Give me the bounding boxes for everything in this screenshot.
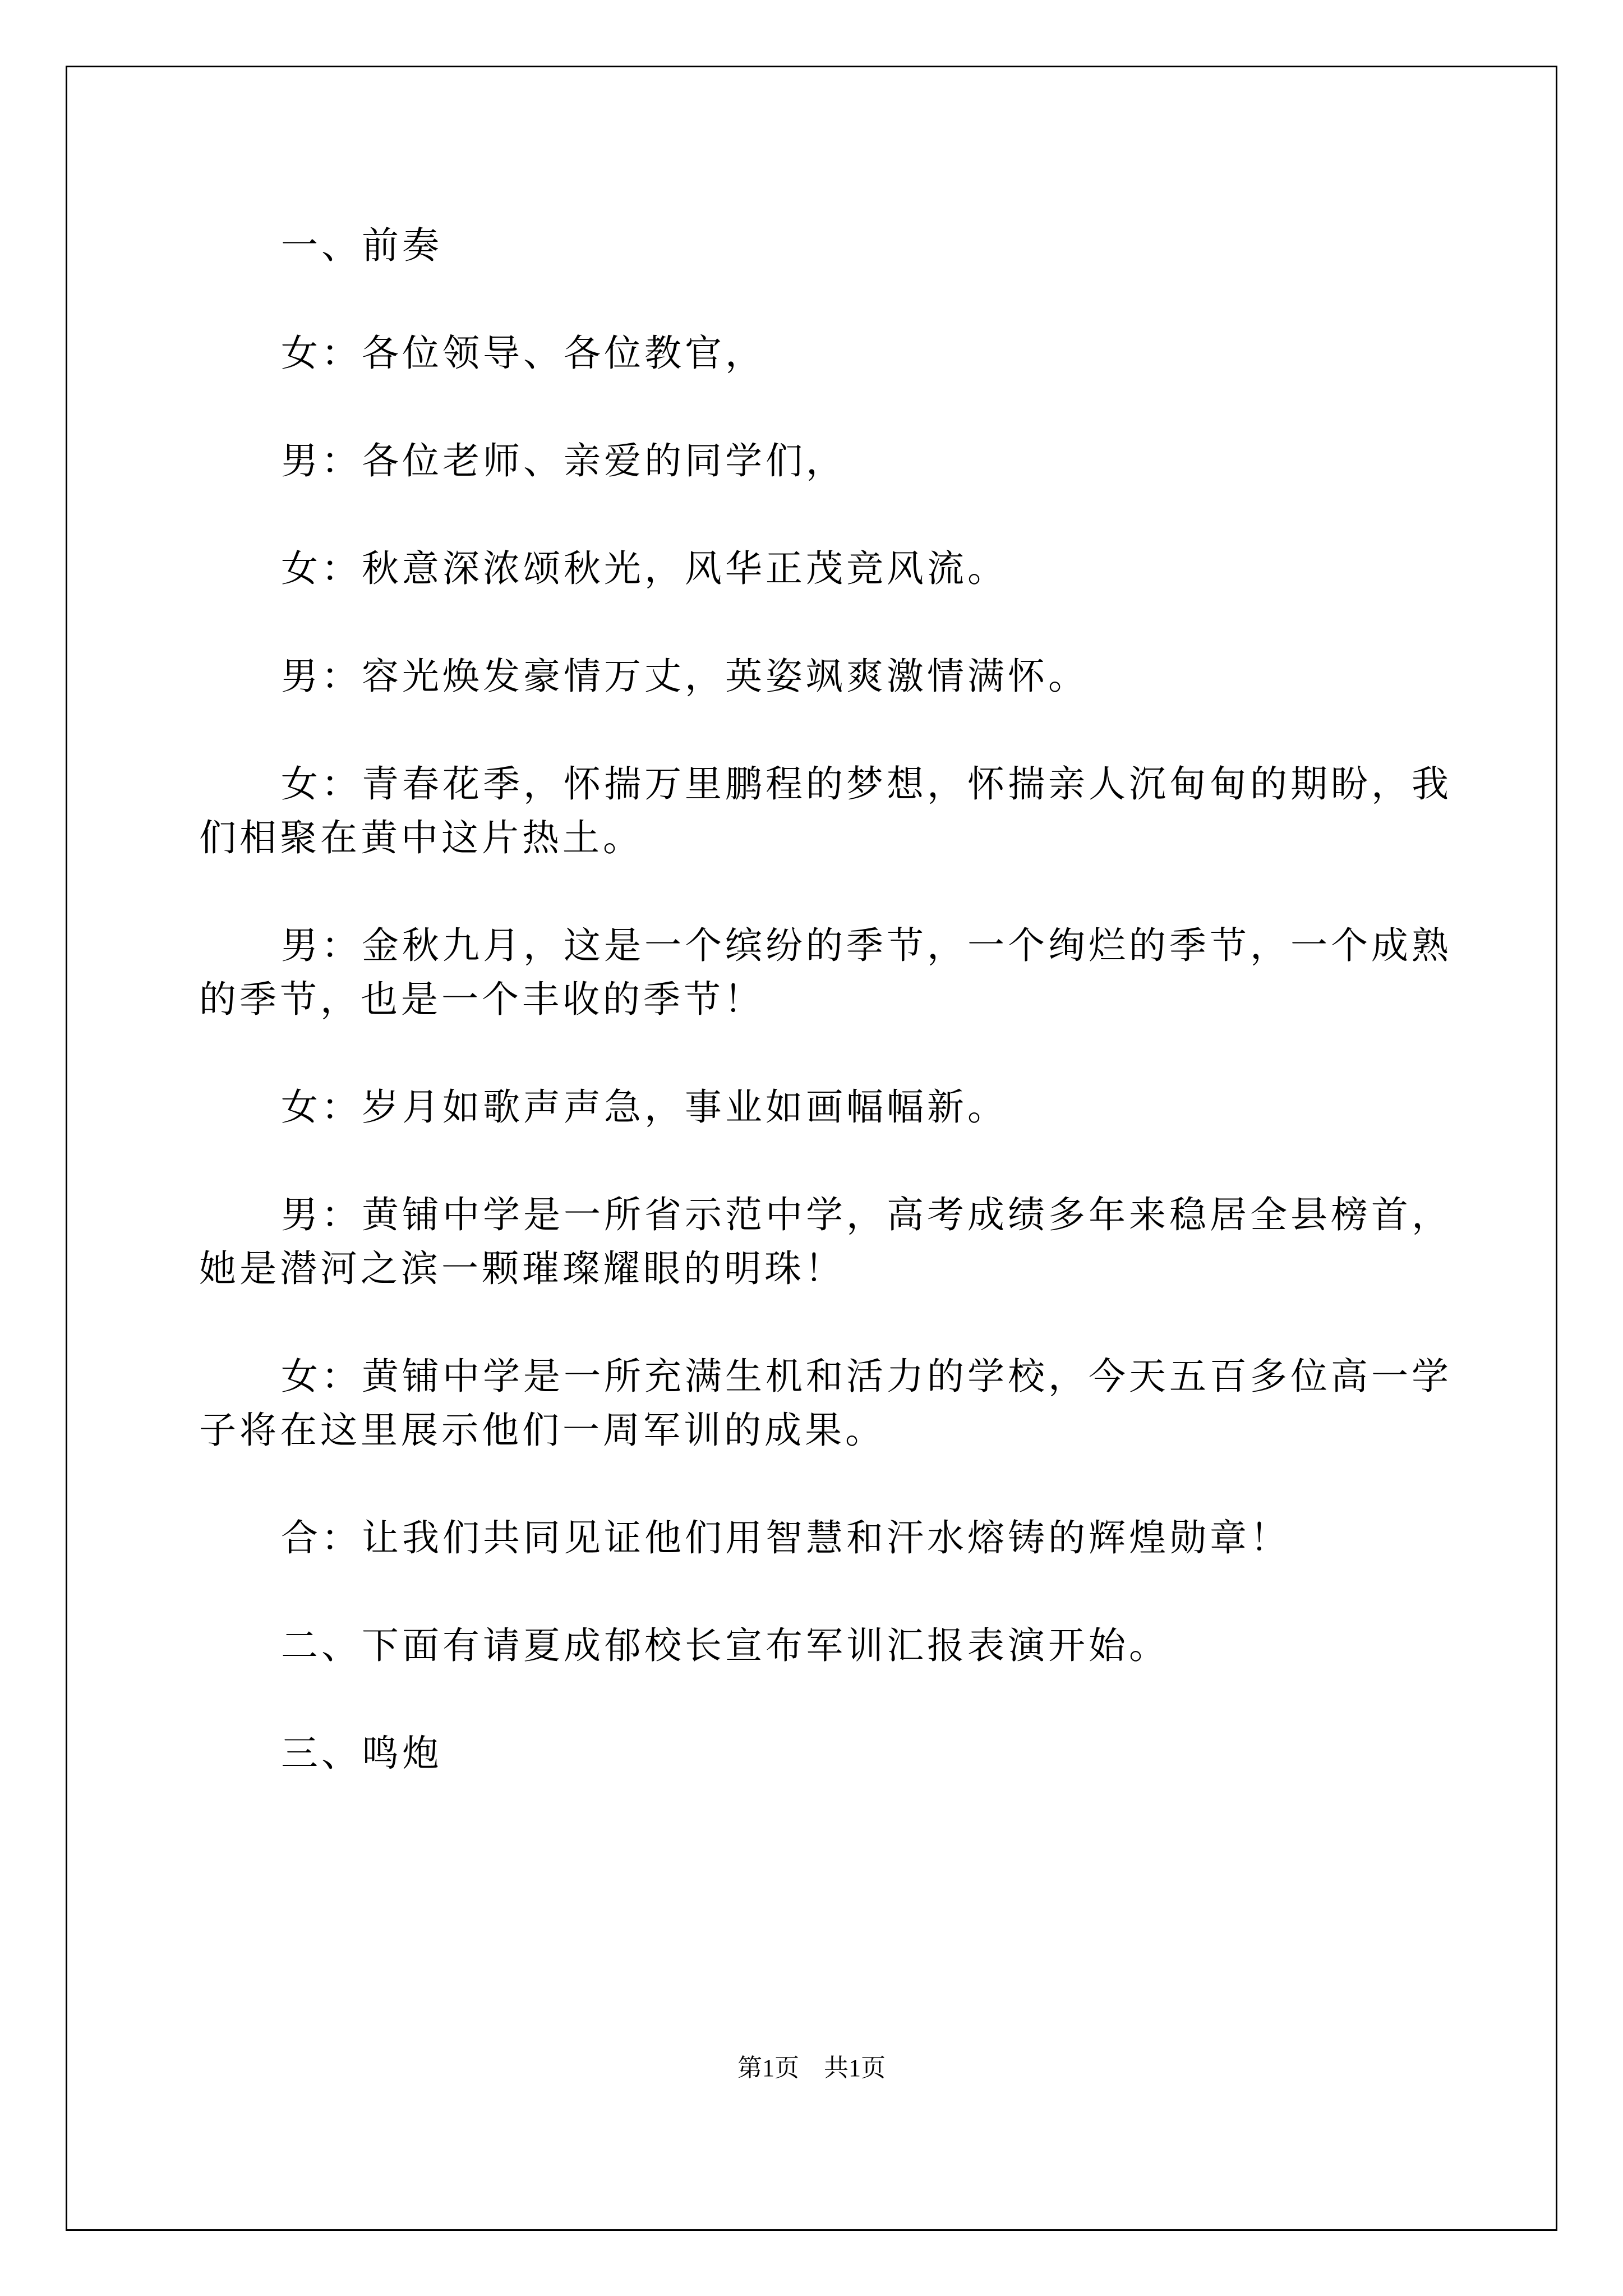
paragraph: 男：容光焕发豪情万丈，英姿飒爽激情满怀。 bbox=[281, 655, 1089, 698]
page-footer: 第1页 共1页 bbox=[737, 2054, 886, 2082]
paragraph: 男：金秋九月，这是一个缤纷的季节，一个绚烂的季节，一个成熟的季节，也是一个丰收的季节！ bbox=[199, 924, 1452, 1021]
paragraph: 女：黄铺中学是一所充满生机和活力的学校，今天五百多位高一学子将在这里展示他们一周军训的成果。 bbox=[199, 1355, 1452, 1452]
paragraph: 合：让我们共同见证他们用智慧和汗水熔铸的辉煌勋章！ bbox=[281, 1516, 1290, 1559]
paragraph: 男：黄铺中学是一所省示范中学，高考成绩多年来稳居全县榜首，她是潜河之滨一颗璀璨耀眼的明珠！ bbox=[199, 1193, 1452, 1290]
paragraph: 一、前奏 bbox=[281, 224, 442, 267]
paragraph: 二、下面有请夏成郁校长宣布军训汇报表演开始。 bbox=[281, 1624, 1169, 1667]
paragraph: 女：青春花季，怀揣万里鹏程的梦想，怀揣亲人沉甸甸的期盼，我们相聚在黄中这片热土。 bbox=[199, 762, 1452, 859]
paragraph: 男：各位老师、亲爱的同学们， bbox=[281, 439, 846, 482]
paragraph: 三、鸣炮 bbox=[281, 1732, 442, 1775]
paragraph: 女：各位领导、各位教官， bbox=[281, 332, 766, 375]
document-body bbox=[199, 219, 1489, 1834]
paragraph: 女：秋意深浓颂秋光，风华正茂竞风流。 bbox=[281, 547, 1008, 590]
paragraph: 女：岁月如歌声声急，事业如画幅幅新。 bbox=[281, 1085, 1008, 1129]
